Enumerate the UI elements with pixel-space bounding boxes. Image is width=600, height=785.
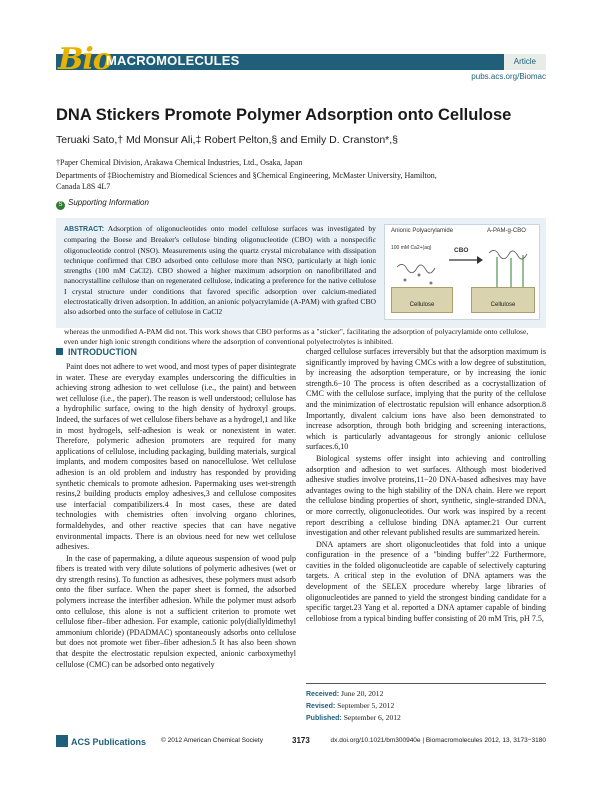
supporting-information-link[interactable] <box>56 198 149 210</box>
left-column <box>56 362 296 671</box>
logo-macromolecules-text: MACROMOLECULES <box>106 53 240 68</box>
publisher-name: ACS Publications <box>71 737 147 747</box>
doi-citation[interactable]: dx.doi.org/10.1021/bm300940e | Biomacromolecules 2012, 13, 3173−3180 <box>330 737 546 744</box>
history-revised-label: Revised: <box>306 703 336 710</box>
toc-cellulose-right <box>471 287 535 313</box>
history-received-date: June 20, 2012 <box>340 689 384 698</box>
history-published-label: Published: <box>306 715 342 722</box>
right-paragraph-2: Biological systems offer insight into achieving and controlling adsorption and adhesion to wet surfaces. Although most bioderived adhesive studies involve proteins,11−20 DNA-based adhesives may have advantages owing to the high stability of the DNA chain. Here we report the cellulose binding properties of short, synthetic, single-stranded DNA, or more correctly, oligonucleotides. Our work was inspired by a recent report describing a cellulose binding DNA aptamer.21 Our current investigation and other relevant published results are summarized herein. <box>306 453 546 538</box>
history-revised-date: September 5, 2012 <box>337 701 395 710</box>
article-title: DNA Stickers Promote Polymer Adsorption onto Cellulose <box>56 106 512 124</box>
toc-ion-1 <box>404 279 407 282</box>
history-received <box>306 688 546 700</box>
abstract-body: Adsorption of oligonucleotides onto model cellulose surfaces was investigated by comparing the Boese and Breaker's cellulose binding oligonucleotide (CBO) with a nonspecific oligonucleotide control (NSO). Measurements using the quartz crystal microbalance with dissipation technique confirmed that CBO adsorbed onto cellulose more than NSO, particularly at high ionic strengths (100 mM CaCl2). CBO showed a higher maximum adsorption on nanofibrillated and nanocrystalline cellulose than on regenerated cellulose, indicating a preference for the native cellulose I crystal structure under conditions that favored specific adsorption over calcium-mediated electrostatically driven adsorption. In addition, an anionic polyacrylamide (A-PAM) with grafted CBO also adsorbed onto the surface of cellulose in CaCl2 <box>64 224 376 317</box>
section-square-icon <box>56 348 63 355</box>
acs-hexagon-icon <box>56 735 68 747</box>
affiliation-1: †Paper Chemical Division, Arakawa Chemical Industries, Ltd., Osaka, Japan <box>56 158 303 167</box>
history-published-date: September 6, 2012 <box>343 713 401 722</box>
history-published <box>306 712 546 724</box>
toc-graphic <box>384 224 540 320</box>
copyright: © 2012 American Chemical Society <box>161 737 263 744</box>
article-type-badge: Article <box>504 54 546 70</box>
author-list: Teruaki Sato,† Md Monsur Ali,‡ Robert Pelton,§ and Emily D. Cranston*,§ <box>56 134 398 146</box>
abstract-label: ABSTRACT: <box>64 226 105 233</box>
toc-cbo-strands <box>497 255 523 287</box>
affiliation-2: Departments of ‡Biochemistry and Biomedical Sciences and §Chemical Engineering, McMaster University, Hamilton, <box>56 171 437 180</box>
right-paragraph-1: charged cellulose surfaces irreversibly but that the adsorption maximum is significantly improved by having CMCs with a low degree of substitution, by increasing the adsorption temperature, or by increasing the ionic strength.6−10 The process is often described as a cocrystallization of CMC with the cellulose surface, implying that the purity of the cellulose and the minimization of electrostatic repulsion will enhance adsorption.8 Importantly, divalent calcium ions have also been demonstrated to increase adsorption, through both bridging and screening interactions, which is particularly advantageous for strongly anionic cellulose surfaces.6,10 <box>306 347 546 452</box>
history-received-label: Received: <box>306 691 340 698</box>
left-paragraph-1: Paint does not adhere to wet wood, and most types of paper disintegrate in water. These are everyday examples underscoring the difficulties in achieving strong adhesion to wet cellulose (i.e., the paint) and between wet cellulose (i.e., the paper). The reason is well understood; cellulose has a hydrophilic surface, owing to the high density of hydroxyl groups. Indeed, the surfaces of wet cellulose fibers behave as a hydrogel,1 and like in most hydrogels, self-adhesion is weak or nonexistent in water. Therefore, polymeric adhesion promoters are required for many applications of cellulose, including packaging, building materials, surgical implants, and modern composites based on nanocellulose. Wet cellulose adhesion is an old problem and industry has responded by providing synthetic chemicals to promote adhesion. Papermaking uses wet-strength resins,2 building products employ adhesives,3 and cellulose composites use interfacial compatibilizers.4 In most cases, these are dated technologies with chemistries often involving organo chlorines, formaldehydes, and other reactive species that can have negative environmental impacts. There is an obvious need for new wet cellulose adhesives. <box>56 362 296 552</box>
toc-cell-label-2: Cellulose <box>490 302 516 308</box>
toc-ion-2 <box>418 274 421 277</box>
introduction-heading-text: INTRODUCTION <box>68 347 137 357</box>
history-revised <box>306 700 546 712</box>
right-paragraph-3: DNA aptamers are short oligonucleotides that fold into a unique configuration in the presence of a "binding buffer".22 Furthermore, cavities in the folded oligonucleotide are capable of selectively capturing targets. A critical step in the evolution of DNA aptamers was the development of the SELEX procedure whereby large libraries of oligonucleotides are panned to yield the strongest binding candidate for a specific target.23 Yang et al. reported a DNA aptamer capable of binding cellobiose from a typical binding buffer consisting of 20 mM Tris, pH 7.5, <box>306 539 546 623</box>
toc-left-label: Anionic Polyacrylamide <box>391 228 454 234</box>
toc-arrow-label: CBO <box>454 247 469 254</box>
abstract-tail: whereas the unmodified A-PAM did not. This work shows that CBO performs as a "sticker", facilitating the adsorption of polyacrylamide onto cellulose, even under high ionic strength conditions where the adsorption of conventional polyelectrolytes is inhibited. <box>64 327 529 347</box>
logo-bio-text: Bio <box>58 42 112 77</box>
toc-polymer-right <box>489 250 527 259</box>
plus-circle-icon: S <box>56 201 65 210</box>
toc-salt-label: 100 mM Ca2+(aq) <box>391 245 432 251</box>
affiliation-3: Canada L8S 4L7 <box>56 182 111 191</box>
toc-right-label: A-PAM-g-CBO <box>487 228 526 234</box>
toc-cell-label-1: Cellulose <box>409 302 435 308</box>
introduction-heading <box>56 347 137 357</box>
page-footer <box>56 735 546 749</box>
abstract-text <box>64 224 376 318</box>
toc-arrow-head <box>477 256 483 264</box>
acs-publications-logo <box>56 735 146 747</box>
left-paragraph-2: In the case of papermaking, a dilute aqueous suspension of wood pulp fibers is treated with very dilute solutions of polymeric adhesives (wet or dry strength resins). To function as adhesives, these polymers must adsorb onto the fiber surface. When the paper sheet is formed, the adsorbed polymers increase the interfiber adhesion. While the polymer must adsorb onto cellulose, this alone is not a sufficient criterion to promote wet cellulose fiber–fiber adhesion. For example, cationic poly(diallyldimethyl ammonium chloride) (PDADMAC) spontaneously adsorbs onto cellulose but does not promote wet fiber–fiber adhesion.5 It has also been shown that despite the electrostatic repulsion expected, anionic carboxymethyl cellulose (CMC) can be adsorbed onto negatively <box>56 553 296 669</box>
supporting-information-label: Supporting Information <box>68 198 149 207</box>
toc-polymer-left <box>397 264 435 273</box>
journal-url[interactable]: pubs.acs.org/Biomac <box>471 72 546 81</box>
toc-cellulose-left <box>391 287 453 313</box>
page-number: 3173 <box>292 736 310 745</box>
toc-ion-3 <box>430 282 433 285</box>
article-history <box>306 683 546 724</box>
right-column <box>306 347 546 625</box>
